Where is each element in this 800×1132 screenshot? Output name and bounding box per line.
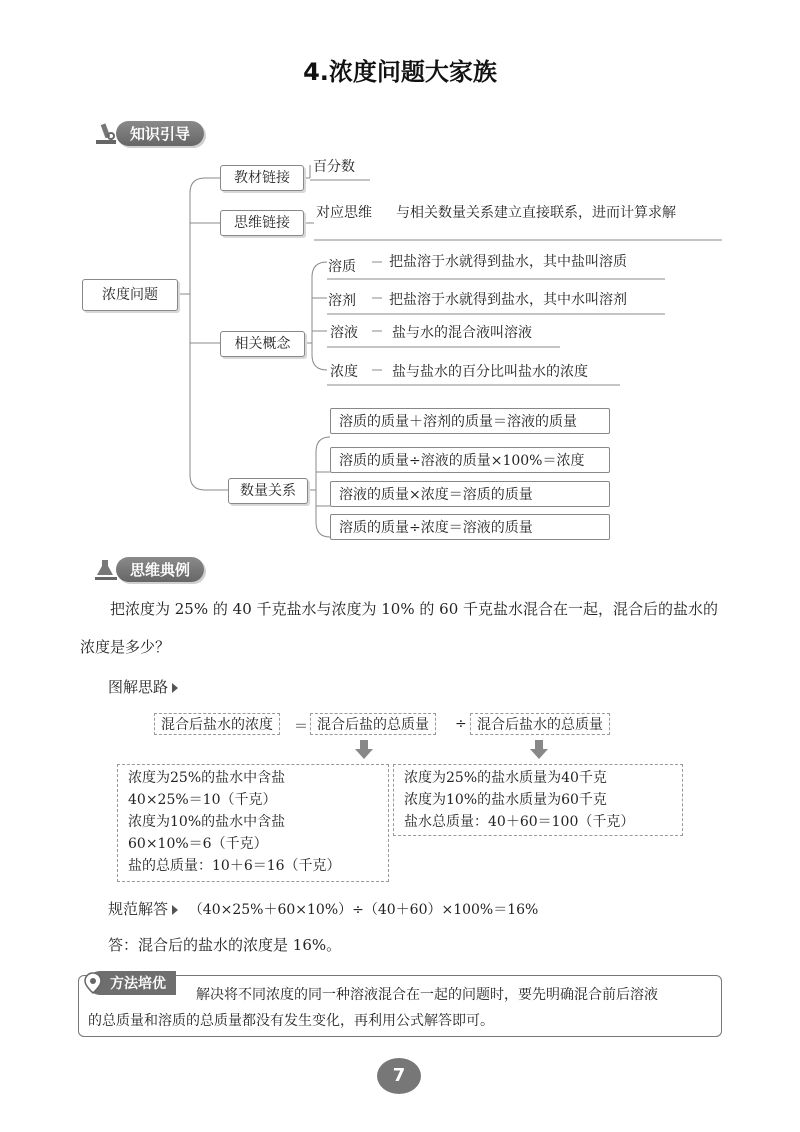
salt-calculation-box bbox=[117, 764, 389, 882]
problem-line-2: 浓度是多少？ bbox=[80, 638, 171, 656]
section-badge-example bbox=[92, 556, 204, 582]
relation-formula: 溶质的质量＋溶剂的质量＝溶液的质量 bbox=[330, 408, 610, 434]
section-title: 思维典例 bbox=[116, 557, 204, 582]
section-title: 方法培优 bbox=[88, 971, 176, 995]
concept-def: 把盐溶于水就得到盐水，其中水叫溶剂 bbox=[389, 292, 627, 308]
equals-sign: ＝ bbox=[294, 719, 308, 735]
triangle-right-icon bbox=[172, 683, 178, 693]
diagram-concentration: 混合后盐水的浓度 bbox=[154, 713, 280, 735]
branch-concepts: 相关概念 bbox=[220, 331, 305, 357]
branch-thinking-link: 思维链接 bbox=[220, 210, 304, 236]
branch-textbook-link: 教材链接 bbox=[220, 165, 304, 191]
relation-formula: 溶质的质量÷溶液的质量×100%＝浓度 bbox=[330, 447, 610, 473]
page-number: 7 bbox=[377, 1058, 421, 1094]
box-line: 盐水总质量：40＋60＝100（千克） bbox=[404, 814, 635, 830]
thinking-note-text: 与相关数量关系建立直接联系，进而计算求解 bbox=[396, 205, 676, 221]
arrow-down-icon bbox=[530, 740, 548, 760]
textbook-note: 百分数 bbox=[313, 159, 355, 175]
box-line: 浓度为25%的盐水中含盐 bbox=[128, 770, 286, 786]
concept-term: 溶质 bbox=[328, 259, 356, 275]
location-pin-icon bbox=[84, 972, 102, 994]
box-line: 浓度为25%的盐水质量为40千克 bbox=[404, 770, 607, 786]
method-line-1: 解决将不同浓度的同一种溶液混合在一起的问题时，要先明确混合前后溶液 bbox=[196, 987, 658, 1003]
divide-sign: ÷ bbox=[455, 716, 467, 732]
diagram-heading-text: 图解思路 bbox=[108, 678, 169, 696]
solution-heading: 规范解答 bbox=[108, 900, 169, 918]
branch-relations: 数量关系 bbox=[228, 478, 308, 504]
concept-def: 盐与水的混合液叫溶液 bbox=[392, 325, 532, 341]
concept-term: 浓度 bbox=[330, 364, 358, 380]
section-badge-method bbox=[84, 970, 176, 996]
concept-term: 溶液 bbox=[330, 325, 358, 341]
section-title: 知识引导 bbox=[116, 121, 204, 146]
method-line-2: 的总质量和溶质的总质量都没有发生变化，再利用公式解答即可。 bbox=[88, 1013, 494, 1029]
concept-def: 把盐溶于水就得到盐水，其中盐叫溶质 bbox=[389, 254, 627, 270]
relation-formula: 溶液的质量×浓度＝溶质的质量 bbox=[330, 481, 610, 507]
box-line: 浓度为10%的盐水质量为60千克 bbox=[404, 792, 607, 808]
triangle-right-icon bbox=[172, 905, 178, 915]
box-line: 浓度为10%的盐水中含盐 bbox=[128, 814, 286, 830]
relation-formula: 溶质的质量÷浓度＝溶液的质量 bbox=[330, 514, 610, 540]
water-calculation-box bbox=[393, 764, 683, 836]
concept-def: 盐与盐水的百分比叫盐水的浓度 bbox=[392, 364, 588, 380]
box-line: 40×25%＝10（千克） bbox=[128, 792, 277, 808]
thinking-note-label: 对应思维 bbox=[316, 205, 372, 221]
solution-row bbox=[108, 898, 538, 919]
solution-formula: （40×25%＋60×10%）÷（40＋60）×100%＝16% bbox=[188, 902, 539, 918]
problem-line-1: 把浓度为 25% 的 40 千克盐水与浓度为 10% 的 60 千克盐水混合在一起，混合后的盐水的 bbox=[110, 600, 719, 618]
box-line: 60×10%＝6（千克） bbox=[128, 836, 268, 852]
mindmap-root: 浓度问题 bbox=[82, 279, 178, 311]
diagram-total-salt: 混合后盐的总质量 bbox=[310, 713, 436, 735]
concept-term: 溶剂 bbox=[328, 293, 356, 309]
arrow-down-icon bbox=[355, 740, 373, 760]
diagram-total-water: 混合后盐水的总质量 bbox=[470, 713, 610, 735]
box-line: 盐的总质量：10＋6＝16（千克） bbox=[128, 858, 341, 874]
diagram-heading bbox=[108, 676, 178, 697]
page-title: 4.浓度问题大家族 bbox=[303, 58, 497, 86]
solution-answer: 答：混合后的盐水的浓度是 16%。 bbox=[108, 936, 342, 954]
